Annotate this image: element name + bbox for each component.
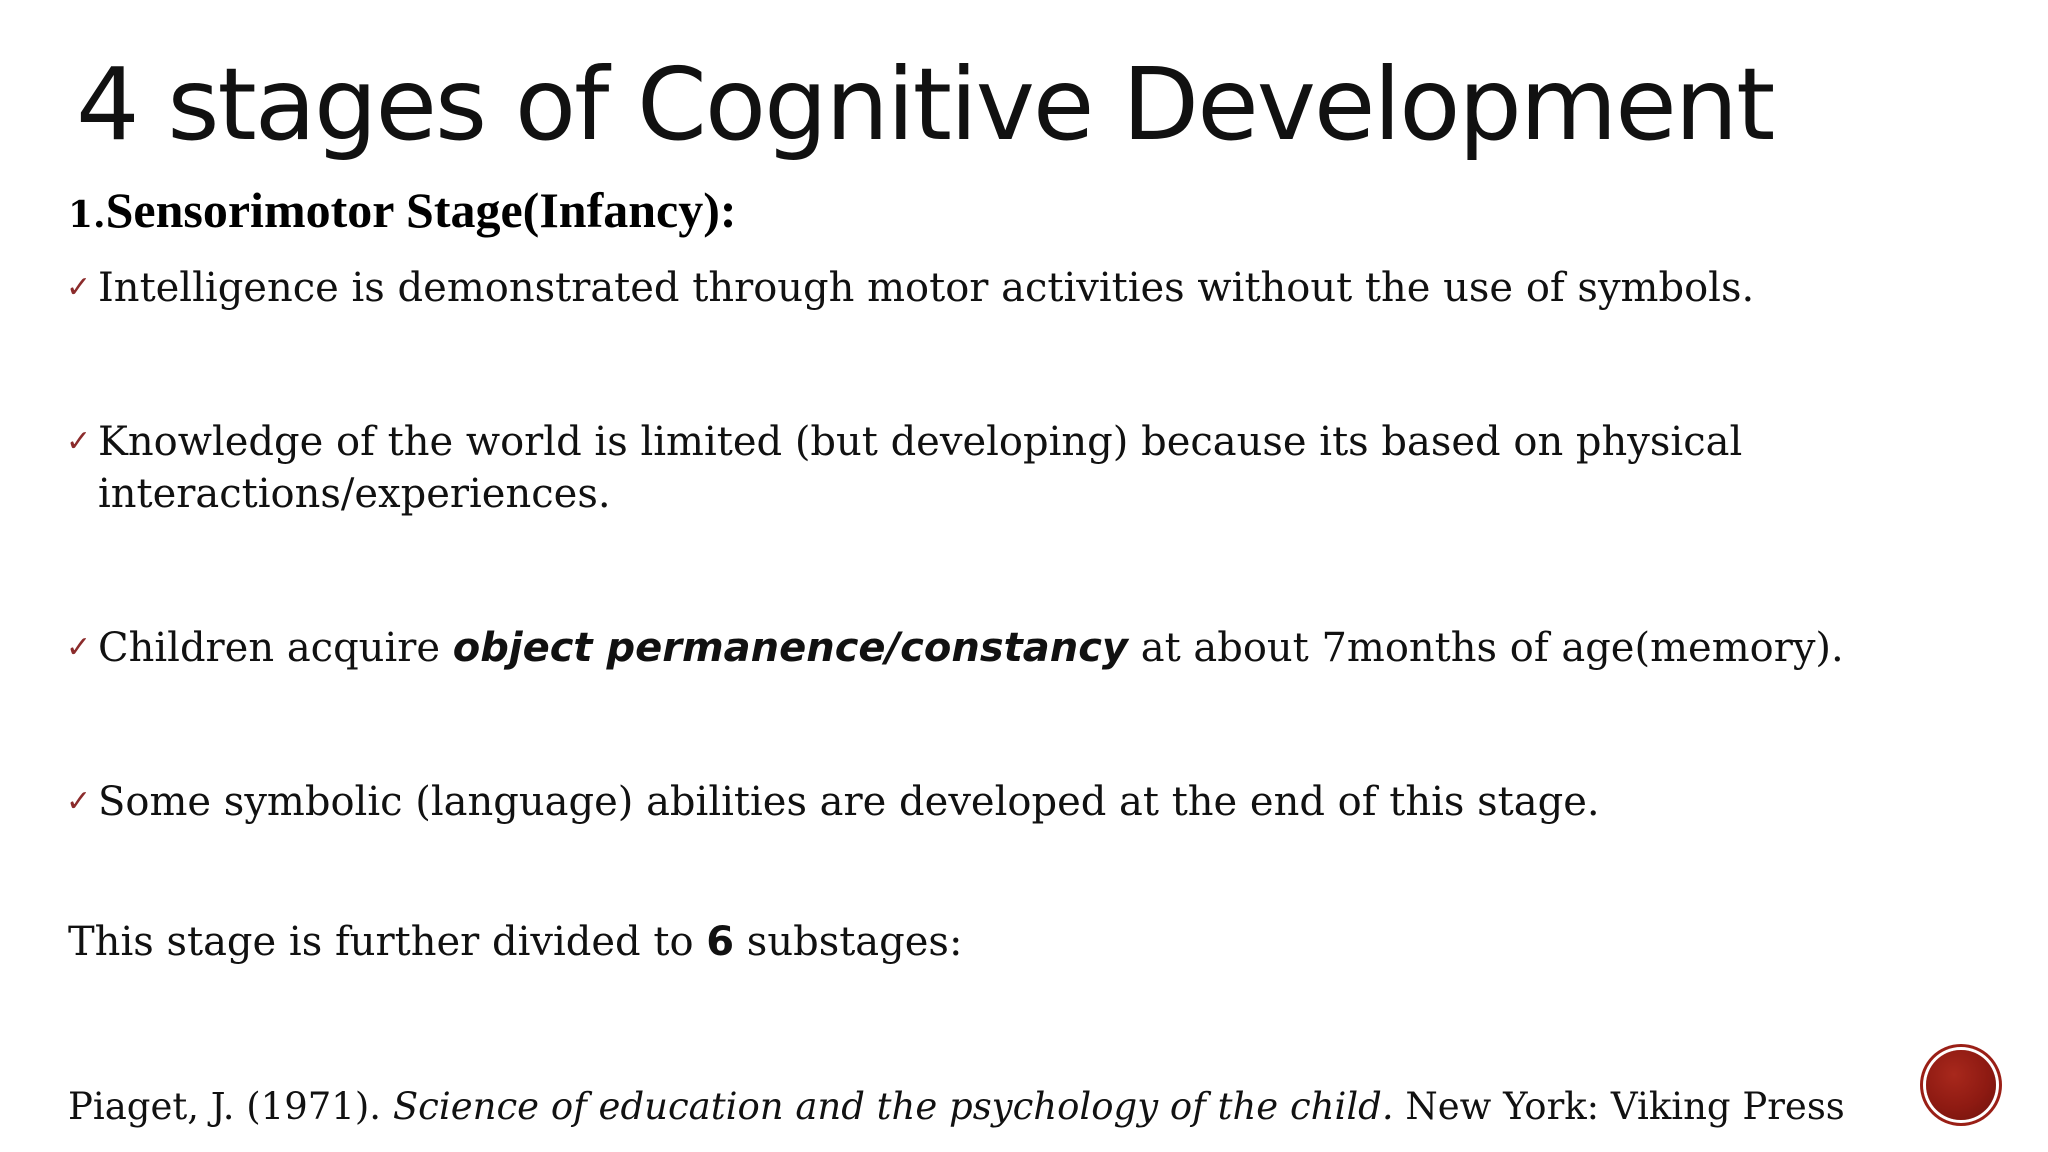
bullet-item xyxy=(66,622,1966,674)
bullet-item xyxy=(66,776,1966,828)
substages-after: substages: xyxy=(734,919,963,965)
substages-count: 6 xyxy=(706,919,735,965)
citation-author: Piaget, J. (1971). xyxy=(68,1085,393,1128)
stage-number: 1. xyxy=(68,194,106,236)
checkmark-icon: ✓ xyxy=(66,630,92,665)
bullet-item xyxy=(66,262,1966,314)
stage-heading-text: Sensorimotor Stage(Infancy): xyxy=(105,182,737,238)
bullet-item xyxy=(66,416,1966,520)
bullet-text-after: at about 7months of age(memory). xyxy=(1128,625,1844,671)
checkmark-icon: ✓ xyxy=(66,270,92,305)
slide-title: 4 stages of Cognitive Development xyxy=(76,46,1774,163)
bullet-text xyxy=(98,622,1966,674)
slide-decoration-circle xyxy=(1926,1050,1996,1120)
substages-before: This stage is further divided to xyxy=(68,919,707,965)
stage-heading xyxy=(68,180,737,245)
checkmark-icon: ✓ xyxy=(66,424,92,459)
citation xyxy=(68,1082,1845,1132)
bullet-text: Intelligence is demonstrated through motor activities without the use of symbols. xyxy=(98,265,1755,311)
bullet-text: Knowledge of the world is limited (but developing) because its based on physical interactions/experiences. xyxy=(98,419,1743,517)
citation-title: Science of education and the psychology of the child. xyxy=(392,1085,1394,1128)
bullet-text-before: Children acquire xyxy=(98,625,453,671)
citation-publisher: New York: Viking Press xyxy=(1393,1085,1845,1128)
bullet-text: Some symbolic (language) abilities are developed at the end of this stage. xyxy=(98,779,1600,825)
checkmark-icon: ✓ xyxy=(66,784,92,819)
emphasis-term: object permanence/constancy xyxy=(452,625,1129,671)
substages-note xyxy=(68,916,962,968)
